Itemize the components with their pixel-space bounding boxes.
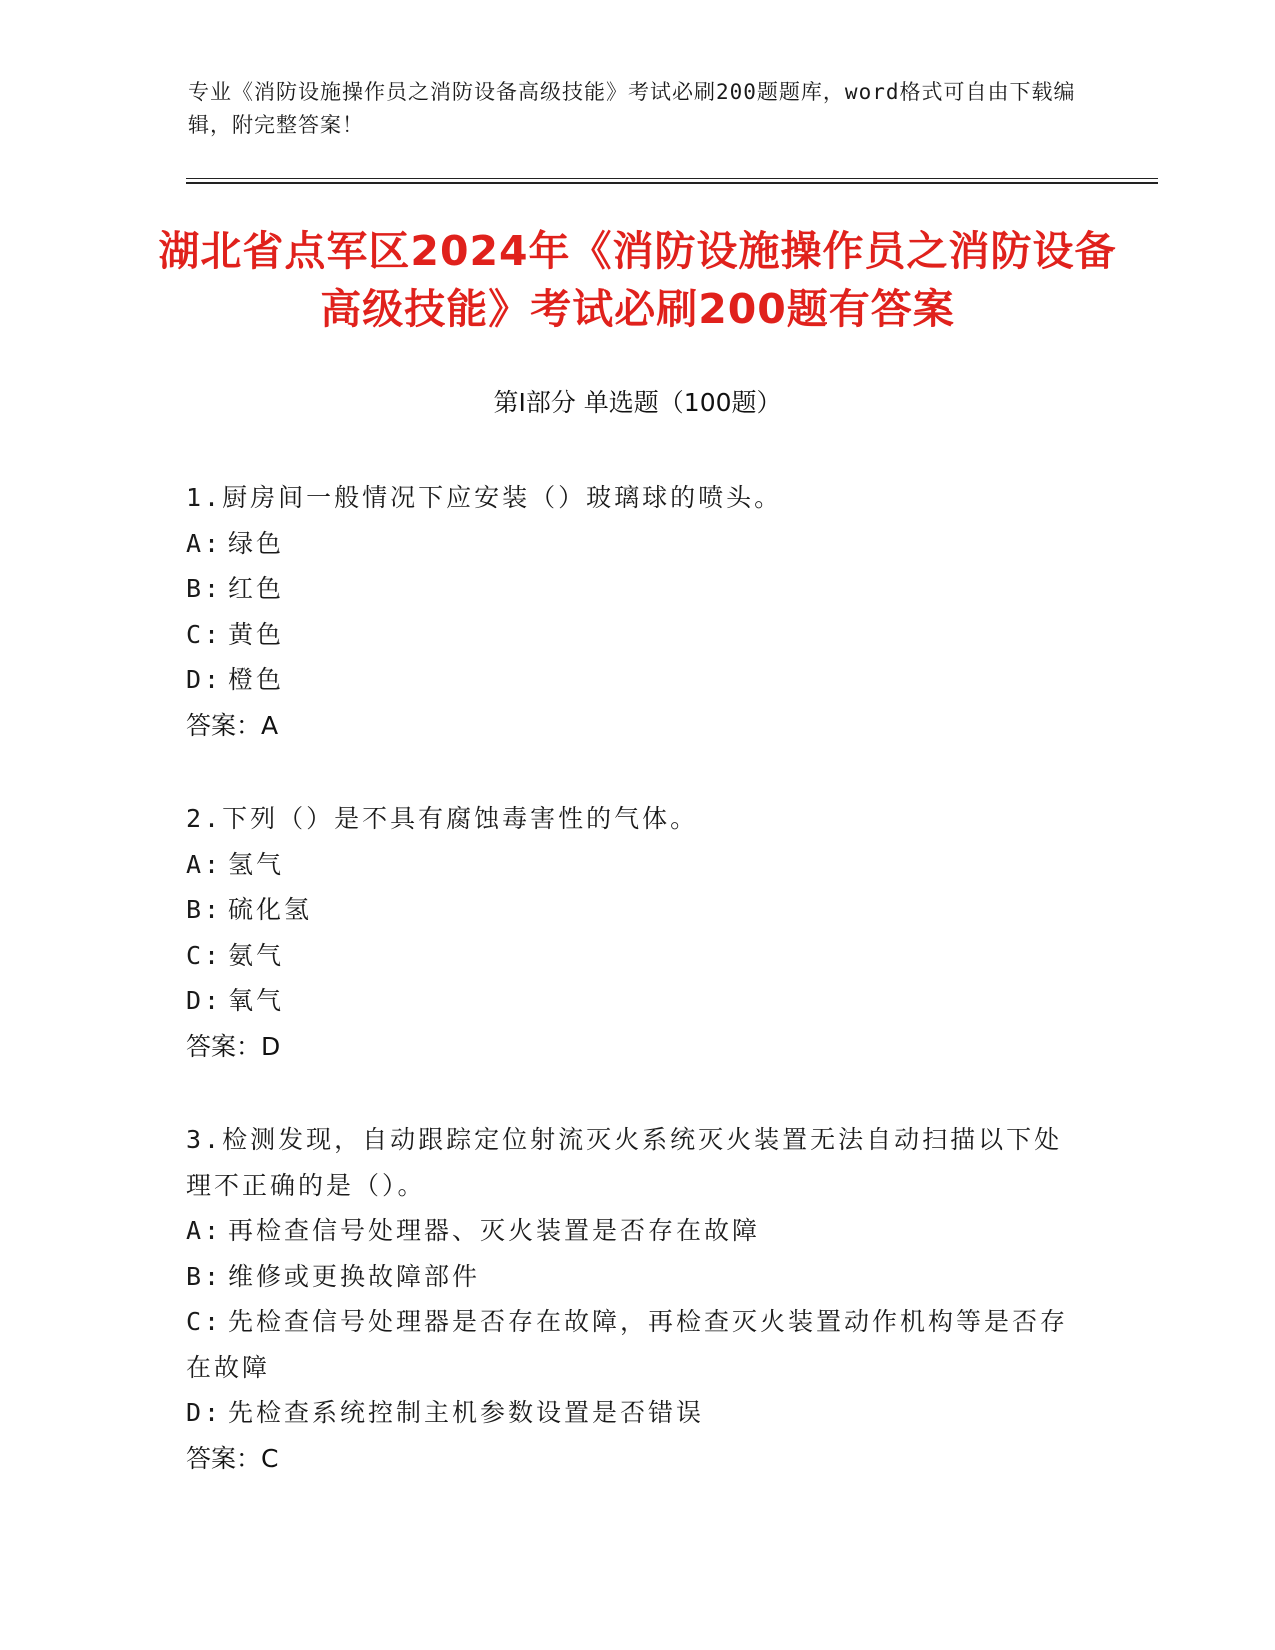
option-letter: A: (186, 849, 223, 879)
option-a (186, 1208, 1086, 1254)
option-text: 氧气 (228, 986, 285, 1015)
option-letter: B: (186, 1261, 223, 1291)
option-d (186, 657, 1086, 703)
option-a (186, 842, 1086, 888)
section-title: 第Ⅰ部分 单选题（100题） (493, 388, 782, 417)
question-stem: 1.厨房间一般情况下应安装（）玻璃球的喷头。 (186, 483, 783, 512)
option-c (186, 1299, 1086, 1390)
option-c (186, 933, 1086, 979)
option-letter: C: (186, 1307, 223, 1336)
option-d (186, 1390, 1086, 1436)
option-text: 绿色 (228, 528, 285, 558)
option-text: 红色 (228, 574, 285, 603)
question-1 (186, 475, 1086, 748)
question-list (186, 475, 1086, 1529)
option-text: 氢气 (228, 849, 285, 879)
question-2 (186, 796, 1086, 1069)
answer-line: 答案：A (186, 710, 279, 740)
option-text: 硫化氢 (228, 895, 313, 924)
option-letter: D: (186, 986, 223, 1015)
answer-line: 答案：C (186, 1443, 279, 1473)
option-letter: C: (186, 940, 223, 970)
option-a (186, 521, 1086, 567)
option-b (186, 1254, 1086, 1300)
option-text: 先检查系统控制主机参数设置是否错误 (228, 1398, 705, 1427)
option-text: 黄色 (228, 619, 285, 649)
option-text: 橙色 (228, 665, 285, 694)
question-stem: 2.下列（）是不具有腐蚀毒害性的气体。 (186, 804, 699, 833)
option-text: 再检查信号处理器、灭火装置是否存在故障 (228, 1216, 761, 1245)
option-text: 先检查信号处理器是否存在故障，再检查灭火装置动作机构等是否存在故障 (186, 1307, 1069, 1382)
header-divider-thick (186, 182, 1158, 184)
answer-line: 答案：D (186, 1031, 281, 1061)
option-letter: B: (186, 574, 223, 603)
option-text: 氨气 (228, 940, 285, 970)
header-divider-thin (186, 178, 1158, 179)
option-letter: D: (186, 665, 223, 694)
option-letter: C: (186, 619, 223, 649)
option-letter: B: (186, 895, 223, 924)
option-text: 维修或更换故障部件 (228, 1261, 481, 1291)
option-c (186, 612, 1086, 658)
question-3 (186, 1117, 1086, 1481)
option-d (186, 978, 1086, 1024)
option-b (186, 887, 1086, 933)
option-letter: A: (186, 528, 223, 558)
option-letter: A: (186, 1216, 223, 1245)
document-title: 湖北省点军区2024年《消防设施操作员之消防设备高级技能》考试必刷200题有答案 (158, 227, 1117, 333)
question-stem: 3.检测发现，自动跟踪定位射流灭火系统灭火装置无法自动扫描以下处理不正确的是（）。 (186, 1125, 1063, 1200)
option-letter: D: (186, 1398, 223, 1427)
header-note: 专业《消防设施操作员之消防设备高级技能》考试必刷200题题库，word格式可自由下载编辑，附完整答案！ (188, 80, 1076, 137)
option-b (186, 566, 1086, 612)
